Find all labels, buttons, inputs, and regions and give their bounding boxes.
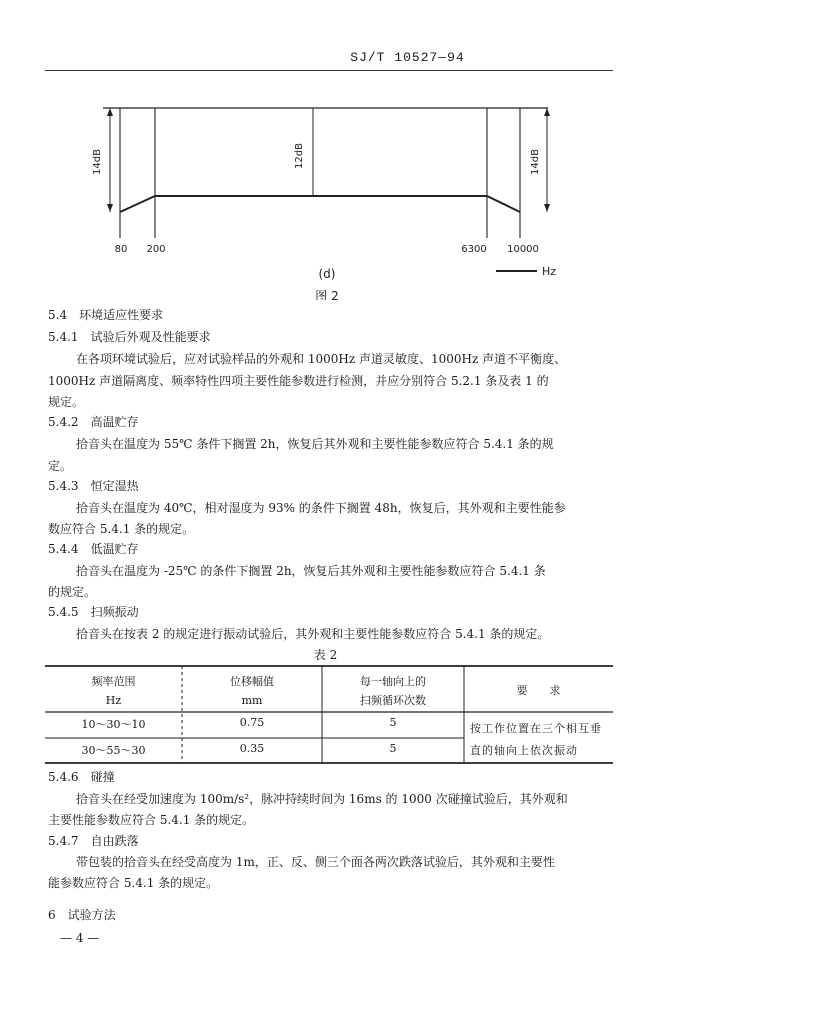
section-6-heading: 6 试验方法	[48, 908, 116, 922]
freq-label-10000: 10000	[507, 244, 539, 255]
panel-label: (d)	[318, 267, 336, 281]
figure-caption: 图 2	[315, 289, 339, 300]
s547-line-1: 带包装的拾音头在经受高度为 1m，正、反、侧三个面各两次跌落试验后，其外观和主要性	[76, 855, 555, 869]
s542-line-1: 拾音头在温度为 55℃ 条件下搁置 2h，恢复后其外观和主要性能参数应符合 5.4.1 条的规	[76, 437, 554, 451]
table-header-requirement: 要 求	[516, 684, 561, 697]
left-dim-label: 14dB	[92, 149, 103, 175]
table-header-displacement: 位移幅值 mm	[230, 675, 274, 707]
table-cell-r1-freq: 10～30～10	[81, 718, 146, 731]
table-cell-requirement: 按工作位置在三个相互垂直的轴向上依次振动	[470, 722, 602, 757]
table-cell-r1-disp: 0.75	[239, 716, 265, 729]
right-dim-label: 14dB	[530, 149, 541, 175]
section-5-4-4-heading: 5.4.4 低温贮存	[48, 542, 139, 556]
table-cell-r2-disp: 0.35	[239, 742, 265, 755]
table-cell-r2-freq: 30～55～30	[81, 744, 146, 757]
freq-label-80: 80	[114, 244, 128, 255]
s543-line-1: 拾音头在温度为 40℃，相对湿度为 93% 的条件下搁置 48h，恢复后，其外观和主要性能参	[76, 501, 566, 515]
freq-label-200: 200	[146, 244, 166, 255]
section-5-4-2-heading: 5.4.2 高温贮存	[48, 415, 139, 429]
s544-line-1: 拾音头在温度为 -25℃ 的条件下搁置 2h，恢复后其外观和主要性能参数应符合 5.4.1 条	[76, 564, 546, 578]
center-dim-label: 12dB	[294, 143, 305, 169]
table-header-freq: 频率范围 Hz	[91, 675, 136, 707]
s545-line-1: 拾音头在按表 2 的规定进行振动试验后，其外观和主要性能参数应符合 5.4.1 条的规定。	[76, 627, 550, 641]
table-cell-r2-cycles: 5	[389, 742, 397, 755]
section-5-4-5-heading: 5.4.5 扫频振动	[48, 605, 139, 619]
s541-line-1: 在各项环境试验后，应对试验样品的外观和 1000Hz 声道灵敏度、1000Hz 声道不平衡度、	[76, 352, 567, 366]
document-code: SJ/T 10527—94	[350, 50, 465, 65]
section-5-4-heading: 5.4 环境适应性要求	[48, 308, 164, 322]
s546-line-2: 主要性能参数应符合 5.4.1 条的规定。	[48, 813, 255, 827]
s541-line-2: 1000Hz 声道隔离度、频率特性四项主要性能参数进行检测，并应分别符合 5.2.1 条及表 1 的	[48, 374, 549, 388]
table-2-title: 表 2	[313, 648, 338, 662]
s547-line-2: 能参数应符合 5.4.1 条的规定。	[48, 876, 219, 890]
s542-line-2: 定。	[48, 459, 73, 473]
freq-label-6300: 6300	[461, 244, 487, 255]
section-5-4-3-heading: 5.4.3 恒定湿热	[48, 479, 139, 493]
section-5-4-6-heading: 5.4.6 碰撞	[48, 770, 115, 784]
s546-line-1: 拾音头在经受加速度为 100m/s²，脉冲持续时间为 16ms 的 1000 次碰撞试验后，其外观和	[76, 792, 568, 806]
section-5-4-7-heading: 5.4.7 自由跌落	[48, 834, 139, 848]
table-header-cycles: 每一轴向上的 扫频循环次数	[360, 675, 426, 707]
s541-line-3: 规定。	[48, 395, 85, 409]
table-cell-r1-cycles: 5	[389, 716, 397, 729]
s544-line-2: 的规定。	[48, 585, 97, 599]
unit-legend-label: Hz	[542, 265, 557, 278]
s543-line-2: 数应符合 5.4.1 条的规定。	[48, 522, 195, 536]
page-number: — 4 —	[60, 931, 100, 945]
section-5-4-1-heading: 5.4.1 试验后外观及性能要求	[48, 330, 211, 344]
